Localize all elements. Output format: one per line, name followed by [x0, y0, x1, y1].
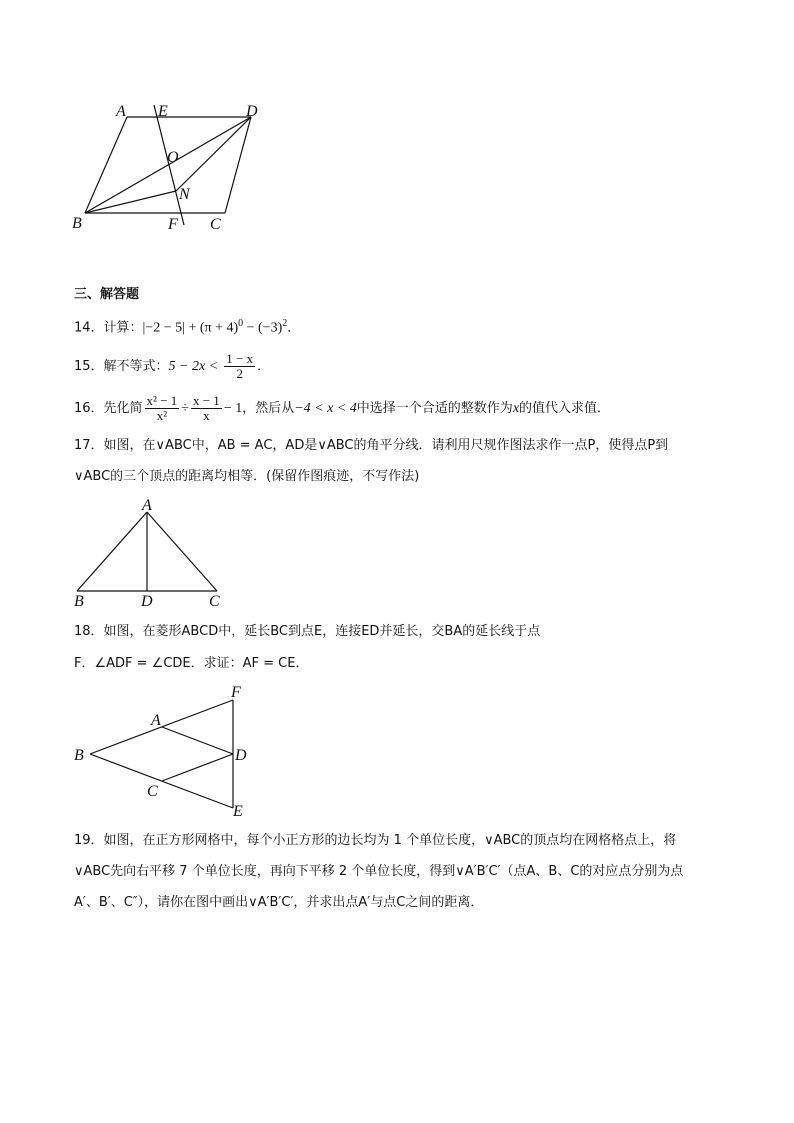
- q16-prefix: 16．先化简: [74, 401, 143, 416]
- q16-minus1: − 1: [223, 401, 243, 416]
- edge-AB: [85, 117, 127, 213]
- q14-exp0: 0: [238, 318, 244, 329]
- q16-mid: ，然后从: [242, 401, 295, 416]
- segment-BN: [85, 191, 176, 213]
- parallelogram-figure: [60, 95, 290, 240]
- label-F: F: [231, 684, 241, 701]
- q15-lhs: 5 − 2x <: [168, 359, 219, 374]
- label-C: C: [210, 216, 221, 233]
- label-F: F: [168, 216, 178, 233]
- label-O: O: [167, 149, 179, 166]
- q15-numerator: 1 − x: [226, 351, 254, 366]
- edge-AD: [162, 727, 233, 754]
- q16-fraction-2: [191, 394, 222, 423]
- q14-expr-a: |−2 − 5| + (π + 4): [142, 320, 239, 336]
- q16-div: ÷: [181, 401, 189, 416]
- q15-end: ．: [257, 359, 271, 374]
- label-C: C: [209, 593, 220, 610]
- edge-AB: [77, 512, 147, 591]
- label-A: A: [142, 497, 152, 514]
- label-A: A: [151, 712, 161, 729]
- label-C: C: [147, 783, 158, 800]
- q16-f2-num: x − 1: [192, 393, 220, 408]
- q16-mid2: 中选择一个合适的整数作为: [356, 401, 513, 416]
- label-A: A: [116, 103, 126, 120]
- q19-line-3: A′、B′、C″），请你在图中画出∨A′B′C′，并求出点A′与点C之间的距离．: [74, 895, 484, 910]
- q16-f1-num: x² − 1: [146, 393, 178, 408]
- q19-line-2: ∨ABC先向右平移 7 个单位长度，再向下平移 2 个单位长度，得到∨A′B′C′（点A、B、C的对应点分别为点: [74, 864, 684, 879]
- q14-exp2: 2: [282, 318, 288, 329]
- rhombus-figure: [66, 680, 266, 820]
- isosceles-triangle-figure: [64, 496, 234, 610]
- edge-CD: [162, 754, 233, 781]
- q18-line-2: F．∠ADF = ∠CDE．求证：AF = CE．: [74, 656, 309, 671]
- q15-fraction: [224, 352, 255, 381]
- q16-tail: 的值代入求值．: [519, 401, 611, 416]
- q15-number: 15．解不等式：: [74, 359, 169, 374]
- q16-fraction-1: [145, 394, 180, 423]
- q14-number: 14．计算：: [74, 320, 143, 336]
- q19-line-1: 19．如图，在正方形网格中，每个小正方形的边长均为 1 个单位长度，∨ABC的顶点均在网格格点上，将: [74, 833, 677, 848]
- label-D: D: [141, 593, 153, 610]
- label-E: E: [233, 803, 243, 820]
- edge-AC: [147, 512, 217, 591]
- edge-DC: [225, 117, 251, 213]
- q17-line-1: 17．如图，在∨ABC中，AB = AC，AD是∨ABC的角平分线．请利用尺规作图法求作一点P，使得点P到: [74, 438, 669, 453]
- section-heading: 三、解答题: [74, 287, 140, 302]
- q16-f1-den: x²: [156, 408, 168, 423]
- label-N: N: [179, 186, 190, 203]
- label-D: D: [246, 103, 258, 120]
- label-E: E: [158, 103, 168, 120]
- q14-end: ．: [287, 320, 301, 336]
- q15-denominator: 2: [236, 366, 243, 381]
- label-B: B: [72, 215, 82, 232]
- q16-f2-den: x: [203, 408, 210, 423]
- question-15: [74, 350, 270, 384]
- label-D: D: [235, 747, 247, 764]
- q14-expr-b: − (−3): [243, 320, 283, 336]
- question-14: [74, 315, 300, 337]
- q16-range: −4 < x < 4: [294, 401, 357, 416]
- q18-line-1: 18．如图，在菱形ABCD中，延长BC到点E，连接ED并延长，交BA的延长线于点: [74, 624, 541, 639]
- label-B: B: [74, 593, 84, 610]
- question-16: [74, 392, 610, 426]
- q16-var: x: [512, 401, 520, 416]
- label-B: B: [74, 747, 84, 764]
- q17-line-2: ∨ABC的三个顶点的距离均相等．(保留作图痕迹，不写作法): [74, 469, 420, 484]
